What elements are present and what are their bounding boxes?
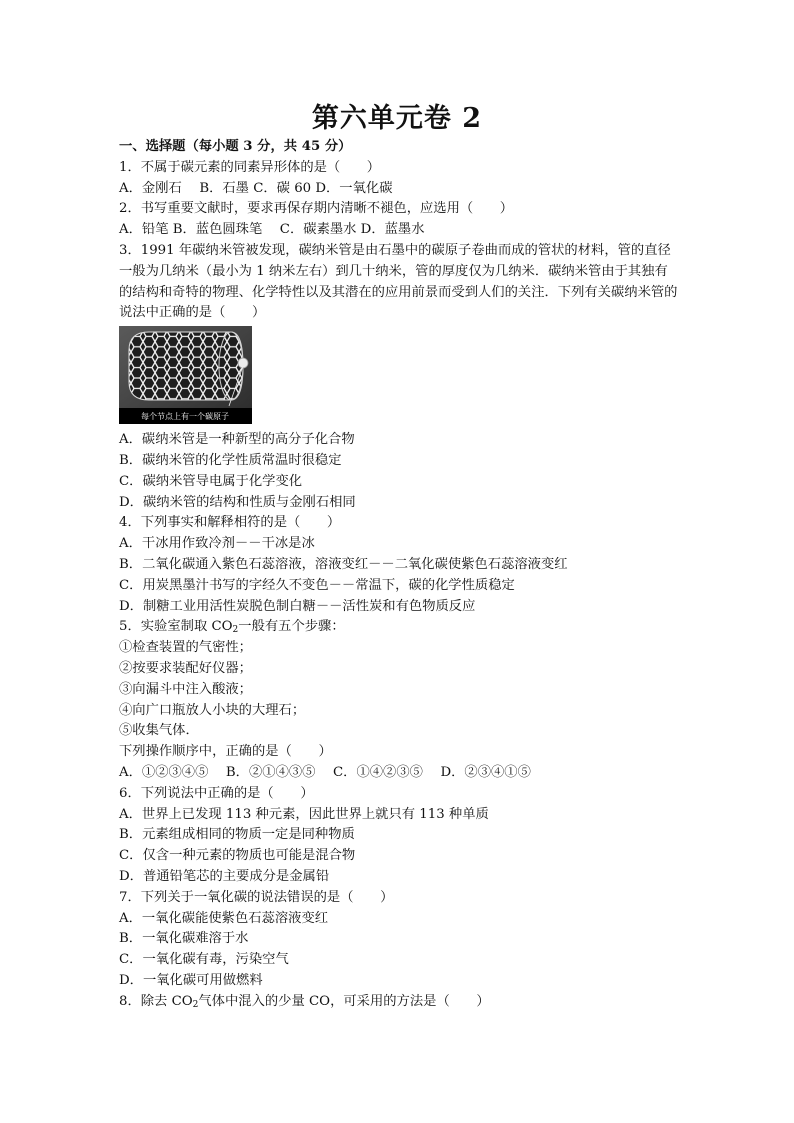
question-5-step-2: ②按要求装配好仪器； (119, 660, 252, 676)
question-7-option-c: C．一氧化碳有毒，污染空气 (119, 952, 289, 968)
question-1-options: A．金刚石 B．石墨 C．碳 60 D．一氧化碳 (119, 180, 393, 196)
question-7-option-a: A．一氧化碳能使紫色石蕊溶液变红 (119, 910, 329, 926)
question-7-option-d: D．一氧化碳可用做燃料 (119, 972, 263, 988)
figure-caption: 每个节点上有一个碳原子 (141, 412, 229, 422)
question-2-stem: 2．书写重要文献时，要求再保存期内清晰不褪色，应选用（ ） (119, 201, 514, 217)
question-3-option-b: B．碳纳米管的化学性质常温时很稳定 (119, 452, 342, 468)
question-7-option-b: B．一氧化碳难溶于水 (119, 931, 249, 947)
question-8-stem-end: 气体中混入的少量 CO，可采用的方法是（ ） (198, 993, 490, 1009)
page-title: 第六单元卷 2 (311, 103, 483, 134)
question-4-option-d: D．制糖工业用活性炭脱色制白糖－－活性炭和有色物质反应 (119, 598, 476, 614)
question-5-step-5: ⑤收集气体． (119, 723, 199, 739)
question-3-option-d: D．碳纳米管的结构和性质与金刚石相同 (119, 494, 356, 510)
question-5-options: A．①②③④⑤ B．②①④③⑤ C．①④②③⑤ D．②③④①⑤ (119, 764, 531, 780)
carbon-nanotube-figure (119, 326, 252, 424)
question-6-option-d: D．普通铅笔芯的主要成分是金属铅 (119, 868, 330, 884)
question-4-option-b: B．二氧化碳通入紫色石蕊溶液，溶液变红－－二氧化碳使紫色石蕊溶液变红 (119, 556, 568, 572)
question-7-stem: 7．下列关于一氧化碳的说法错误的是（ ） (119, 889, 394, 905)
question-6-stem: 6．下列说法中正确的是（ ） (119, 785, 314, 801)
question-3-option-c: C．碳纳米管导电属于化学变化 (119, 473, 303, 489)
question-4-option-a: A．干冰用作致冷剂－－干冰是冰 (119, 536, 315, 552)
question-5-step-4: ④向广口瓶放人小块的大理石； (119, 702, 306, 718)
question-8-stem (119, 992, 679, 1013)
question-5-question: 下列操作顺序中，正确的是（ ） (119, 744, 332, 760)
question-4-stem: 4．下列事实和解释相符的是（ ） (119, 515, 341, 531)
question-3-option-a: A．碳纳米管是一种新型的高分子化合物 (119, 432, 355, 448)
carbon-nanotube-image (119, 326, 252, 424)
question-5-stem-start: 5．实验室制取 CO (119, 619, 233, 635)
question-list (119, 137, 679, 1012)
question-5-stem (119, 617, 679, 638)
question-2-options: A．铅笔 B．蓝色圆珠笔 C．碳素墨水 D．蓝墨水 (119, 222, 425, 238)
question-8-stem-start: 8．除去 CO (119, 993, 193, 1009)
question-3-stem: 3．1991 年碳纳米管被发现，碳纳米管是由石墨中的碳原子卷曲而成的管状的材料，管的直径一般为几纳米（最小为 1 纳米左右）到几十纳米，管的厚度仅为几纳米．碳纳米管由于其独有的结构和奇特的物理、化学特性以及其潜在的应用前景而受到人们的关注．下列有关碳纳米管的说法中正确的是（ ） (119, 242, 678, 321)
question-6-option-b: B．元素组成相同的物质一定是同种物质 (119, 827, 355, 843)
question-6-option-c: C．仅含一种元素的物质也可能是混合物 (119, 848, 356, 864)
section-heading: 一、选择题（每小题 3 分，共 45 分） (119, 139, 352, 154)
question-5-stem-end: 一般有五个步骤： (238, 619, 345, 635)
question-1-stem: 1．不属于碳元素的同素异形体的是（ ） (119, 159, 381, 175)
question-6-option-a: A．世界上已发现 113 种元素，因此世界上就只有 113 种单质 (119, 806, 489, 822)
question-4-option-c: C．用炭黑墨汁书写的字经久不变色－－常温下，碳的化学性质稳定 (119, 577, 515, 593)
question-5-step-3: ③向漏斗中注入酸液； (119, 681, 252, 697)
co2-subscript: 2 (192, 999, 199, 1010)
co2-subscript: 2 (232, 625, 239, 636)
question-5-step-1: ①检查装置的气密性； (119, 640, 252, 656)
